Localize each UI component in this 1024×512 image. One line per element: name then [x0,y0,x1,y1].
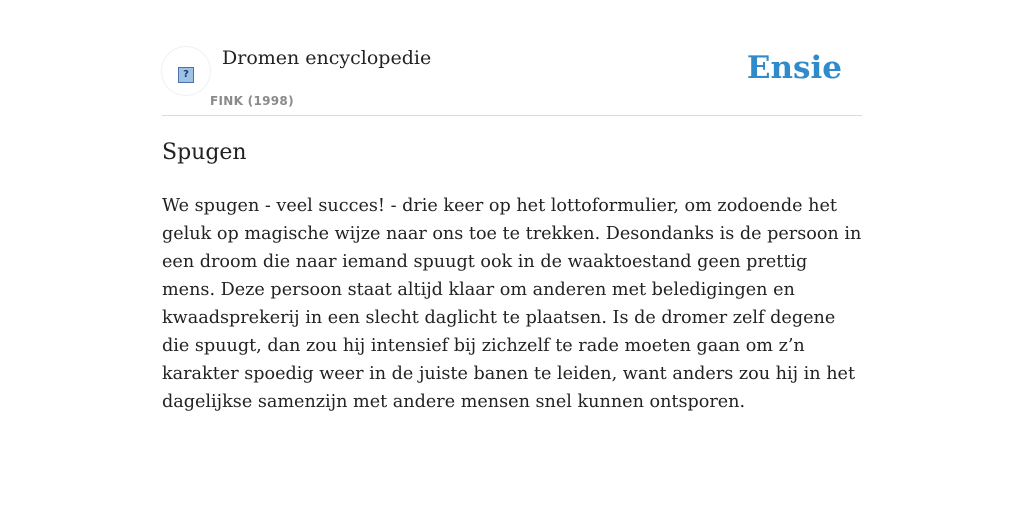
entry-body: We spugen - veel succes! - drie keer op het lottoformulier, om zodoende het geluk op magische wijze naar ons toe te trekken. Desondanks is de persoon in een droom die naar iemand spuugt ook in de waaktoestand geen prettig mens. Deze persoon staat altijd klaar om anderen met beledigingen en kwaadsprekerij in een slecht daglicht te plaatsen. Is de dromer zelf degene die spuugt, dan zou hij intensief bij zichzelf te rade moeten gaan om z’n karakter spoedig weer in de juiste banen te leiden, want anders zou hij in het dagelijkse samenzijn met andere mensen snel kunnen ontsporen. [162,196,862,412]
question-book-icon: ? [178,67,194,83]
ensie-logo[interactable]: Ensie [746,50,842,86]
source-header [162,44,862,116]
book-source-label: FINK (1998) [210,94,294,108]
entry-title: Spugen [162,140,247,165]
book-title-link[interactable]: Dromen encyclopedie [222,47,432,69]
book-cover-icon[interactable] [162,47,210,95]
